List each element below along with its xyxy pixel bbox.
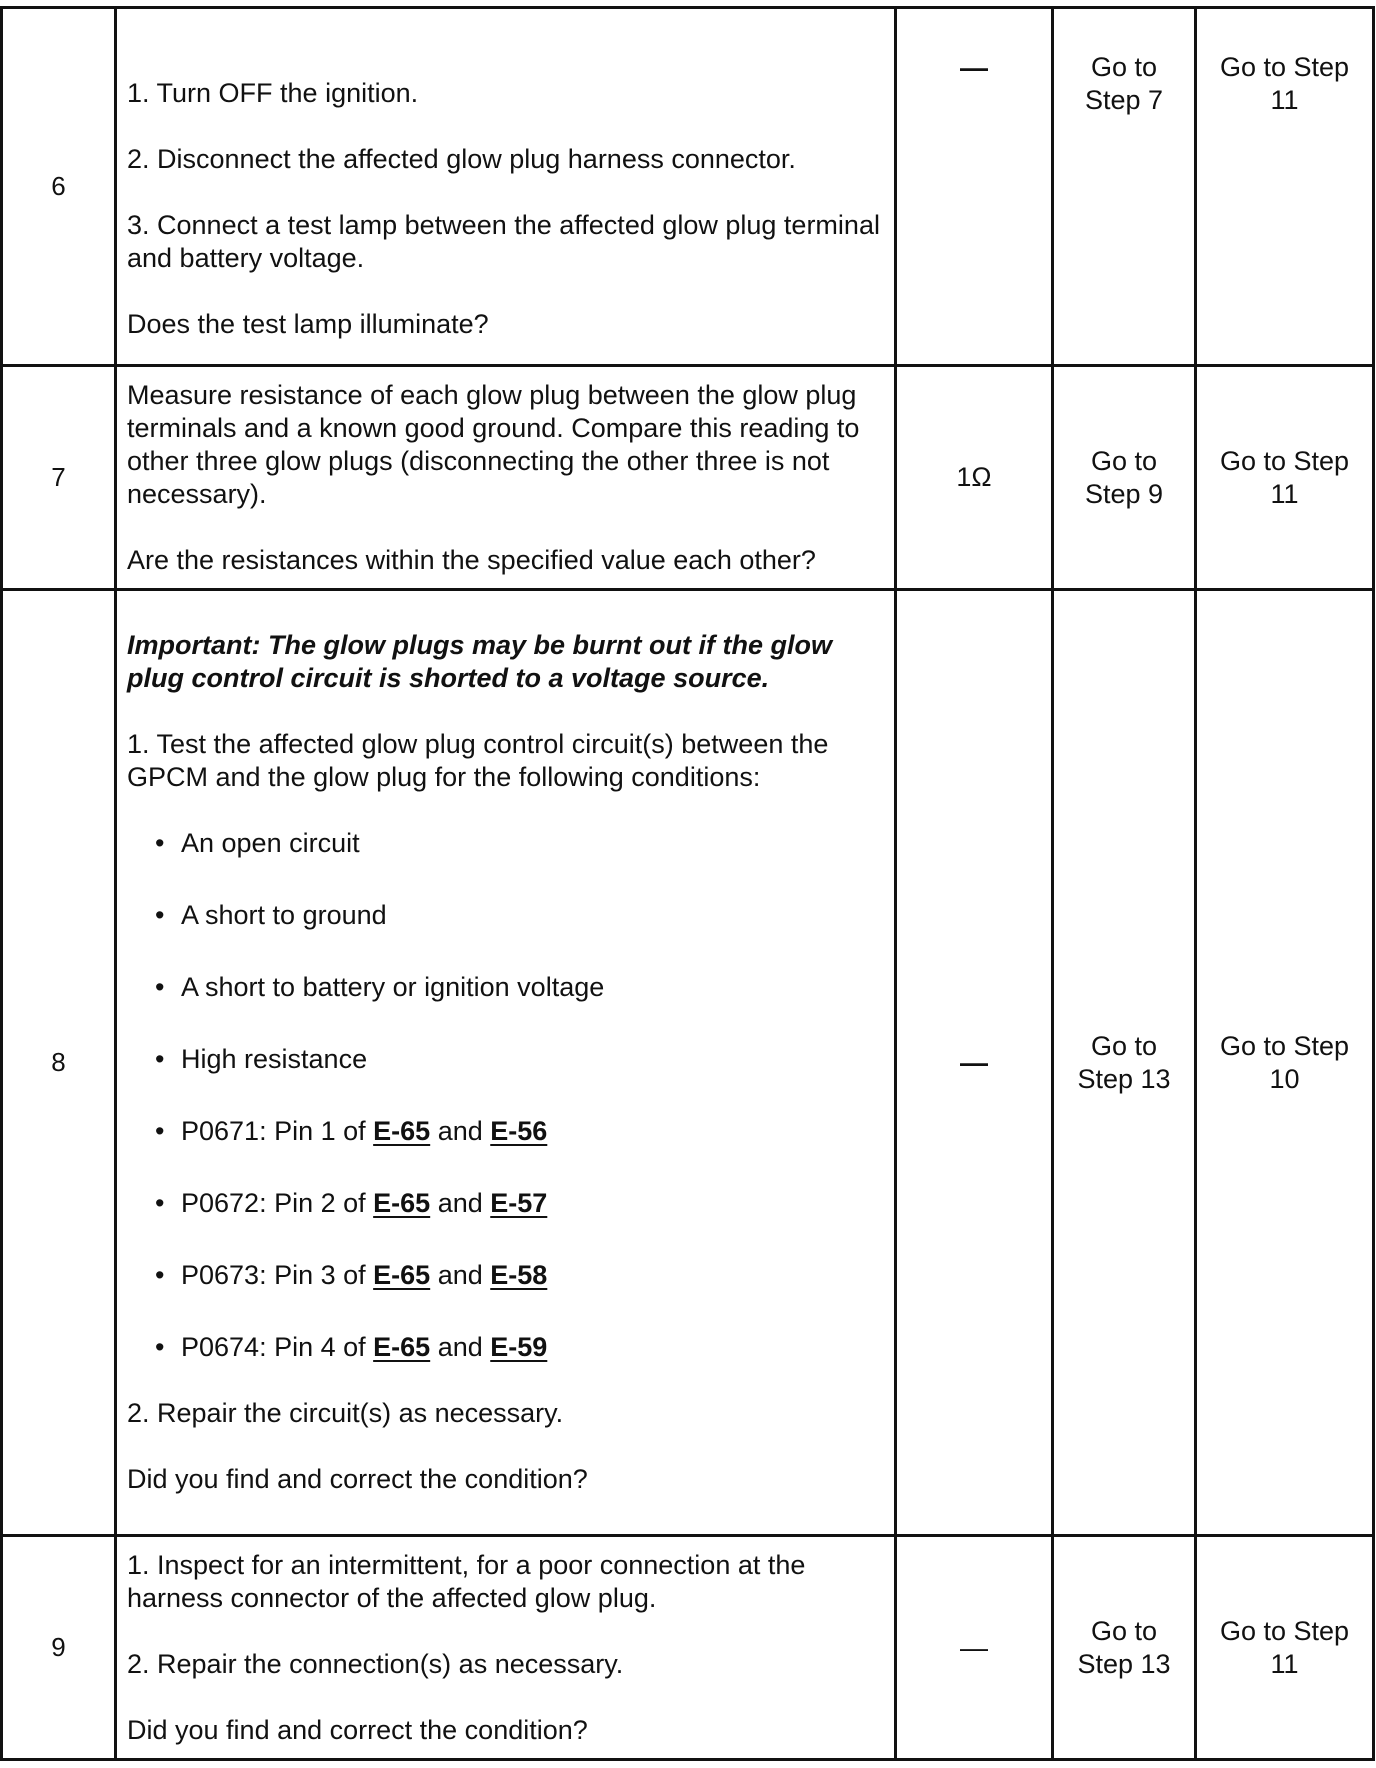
go-to-step-11-link-step[interactable]: 11 <box>1270 1648 1299 1679</box>
bullet-icon: • <box>155 972 165 1002</box>
go-to-step-10-link-step[interactable]: 10 <box>1269 1063 1300 1094</box>
pin-text: P0672: Pin 2 of <box>181 1188 374 1218</box>
action-text: 3. Connect a test lamp between the affected glow plug terminal and battery voltage. <box>127 209 880 273</box>
list-item <box>155 1187 884 1220</box>
list-item-text: A short to ground <box>181 900 387 930</box>
list-item <box>155 971 884 1004</box>
bullet-icon: • <box>155 828 165 858</box>
go-to-step-7-link[interactable]: Go to <box>1090 52 1158 82</box>
yes-cell <box>1053 366 1196 590</box>
connector-link-e-65[interactable]: E-65 <box>373 1116 431 1146</box>
yes-cell <box>1053 590 1196 1536</box>
go-to-step-11-link[interactable]: Go to Step <box>1219 52 1350 82</box>
connector-link-e-65[interactable]: E-65 <box>373 1260 431 1290</box>
pin-text: P0673: Pin 3 of <box>181 1260 374 1290</box>
step-number: 8 <box>2 590 116 1536</box>
connector-link-e-56[interactable]: E-56 <box>490 1116 548 1146</box>
action-text: Measure resistance of each glow plug between the glow plug terminals and a known good ground. Compare this reading to other three glow plugs (disconnecting the other three is not necessary). <box>127 379 860 509</box>
go-to-step-9-link-step[interactable]: Step 9 <box>1084 478 1164 509</box>
pin-text-and: and <box>430 1332 491 1362</box>
list-item <box>155 899 884 932</box>
connector-link-e-58[interactable]: E-58 <box>490 1260 548 1290</box>
diagnostic-table-wrapper <box>0 6 1372 1761</box>
yes-cell <box>1053 8 1196 366</box>
action-text: 2. Repair the connection(s) as necessary. <box>127 1648 624 1679</box>
go-to-step-13-link-step[interactable]: Step 13 <box>1077 1648 1171 1679</box>
action-cell <box>116 1536 896 1760</box>
step-number: 6 <box>2 8 116 366</box>
value-cell <box>896 590 1053 1536</box>
important-note: Important: The glow plugs may be burnt out if the glow plug control circuit is shorted to a voltage source. <box>127 630 832 693</box>
pin-text: P0674: Pin 4 of <box>181 1332 374 1362</box>
connector-link-e-65[interactable]: E-65 <box>373 1188 431 1218</box>
resistance-spec: 1Ω <box>956 462 992 492</box>
go-to-step-9-link[interactable]: Go to <box>1090 445 1158 476</box>
go-to-step-11-link[interactable]: Go to Step <box>1219 445 1350 476</box>
bullet-icon: • <box>155 1332 165 1362</box>
no-cell <box>1196 590 1374 1536</box>
value-cell <box>896 1536 1053 1760</box>
action-text: 1. Inspect for an intermittent, for a poor connection at the harness connector of the affected glow plug. <box>127 1549 806 1613</box>
pin-text-and: and <box>430 1188 491 1218</box>
go-to-step-11-link[interactable]: Go to Step <box>1219 1615 1350 1646</box>
pin-text: P0671: Pin 1 of <box>181 1116 374 1146</box>
condition-list <box>127 827 884 1364</box>
action-text: 2. Repair the circuit(s) as necessary. <box>127 1398 564 1428</box>
bullet-icon: • <box>155 900 165 930</box>
go-to-step-13-link[interactable]: Go to <box>1090 1030 1158 1061</box>
step-number: 9 <box>2 1536 116 1760</box>
value-text: — <box>960 52 988 83</box>
value-text: — <box>960 1046 988 1078</box>
action-text: 2. Disconnect the affected glow plug harness connector. <box>127 143 796 174</box>
no-cell <box>1196 366 1374 590</box>
pin-text-and: and <box>430 1260 491 1290</box>
question-text: Does the test lamp illuminate? <box>127 308 489 339</box>
action-cell <box>116 366 896 590</box>
question-text: Are the resistances within the specified value each other? <box>127 544 816 575</box>
bullet-icon: • <box>155 1188 165 1218</box>
value-cell <box>896 366 1053 590</box>
table-row-step-7 <box>2 366 1374 590</box>
go-to-step-13-link-step[interactable]: Step 13 <box>1077 1063 1171 1094</box>
connector-link-e-59[interactable]: E-59 <box>490 1332 548 1362</box>
go-to-step-7-link-step[interactable]: Step 7 <box>1084 85 1164 115</box>
action-text: 1. Turn OFF the ignition. <box>127 77 419 108</box>
bullet-icon: • <box>155 1260 165 1290</box>
connector-link-e-65[interactable]: E-65 <box>373 1332 431 1362</box>
diagnostic-table <box>0 6 1375 1761</box>
no-cell <box>1196 8 1374 366</box>
go-to-step-11-link-step[interactable]: 11 <box>1270 85 1299 115</box>
bullet-icon: • <box>155 1116 165 1146</box>
step-number: 7 <box>2 366 116 590</box>
list-item-text: High resistance <box>181 1044 368 1074</box>
go-to-step-13-link[interactable]: Go to <box>1090 1615 1158 1646</box>
action-cell <box>116 590 896 1536</box>
table-row-step-6 <box>2 8 1374 366</box>
connector-link-e-57[interactable]: E-57 <box>490 1188 548 1218</box>
value-text: — <box>960 1631 988 1663</box>
bullet-icon: • <box>155 1044 165 1074</box>
value-cell <box>896 8 1053 366</box>
list-item-text: A short to battery or ignition voltage <box>181 972 605 1002</box>
go-to-step-11-link-step[interactable]: 11 <box>1270 478 1299 509</box>
list-item <box>155 1331 884 1364</box>
list-item-text: An open circuit <box>181 828 360 858</box>
action-cell <box>116 8 896 366</box>
pin-text-and: and <box>430 1116 491 1146</box>
action-text: 1. Test the affected glow plug control circuit(s) between the GPCM and the glow plug for the following conditions: <box>127 729 829 792</box>
yes-cell <box>1053 1536 1196 1760</box>
go-to-step-10-link[interactable]: Go to Step <box>1219 1030 1350 1061</box>
table-row-step-9 <box>2 1536 1374 1760</box>
question-text: Did you find and correct the condition? <box>127 1714 588 1745</box>
list-item <box>155 1259 884 1292</box>
list-item <box>155 1043 884 1076</box>
list-item <box>155 827 884 860</box>
list-item <box>155 1115 884 1148</box>
question-text: Did you find and correct the condition? <box>127 1464 588 1494</box>
table-row-step-8 <box>2 590 1374 1536</box>
no-cell <box>1196 1536 1374 1760</box>
